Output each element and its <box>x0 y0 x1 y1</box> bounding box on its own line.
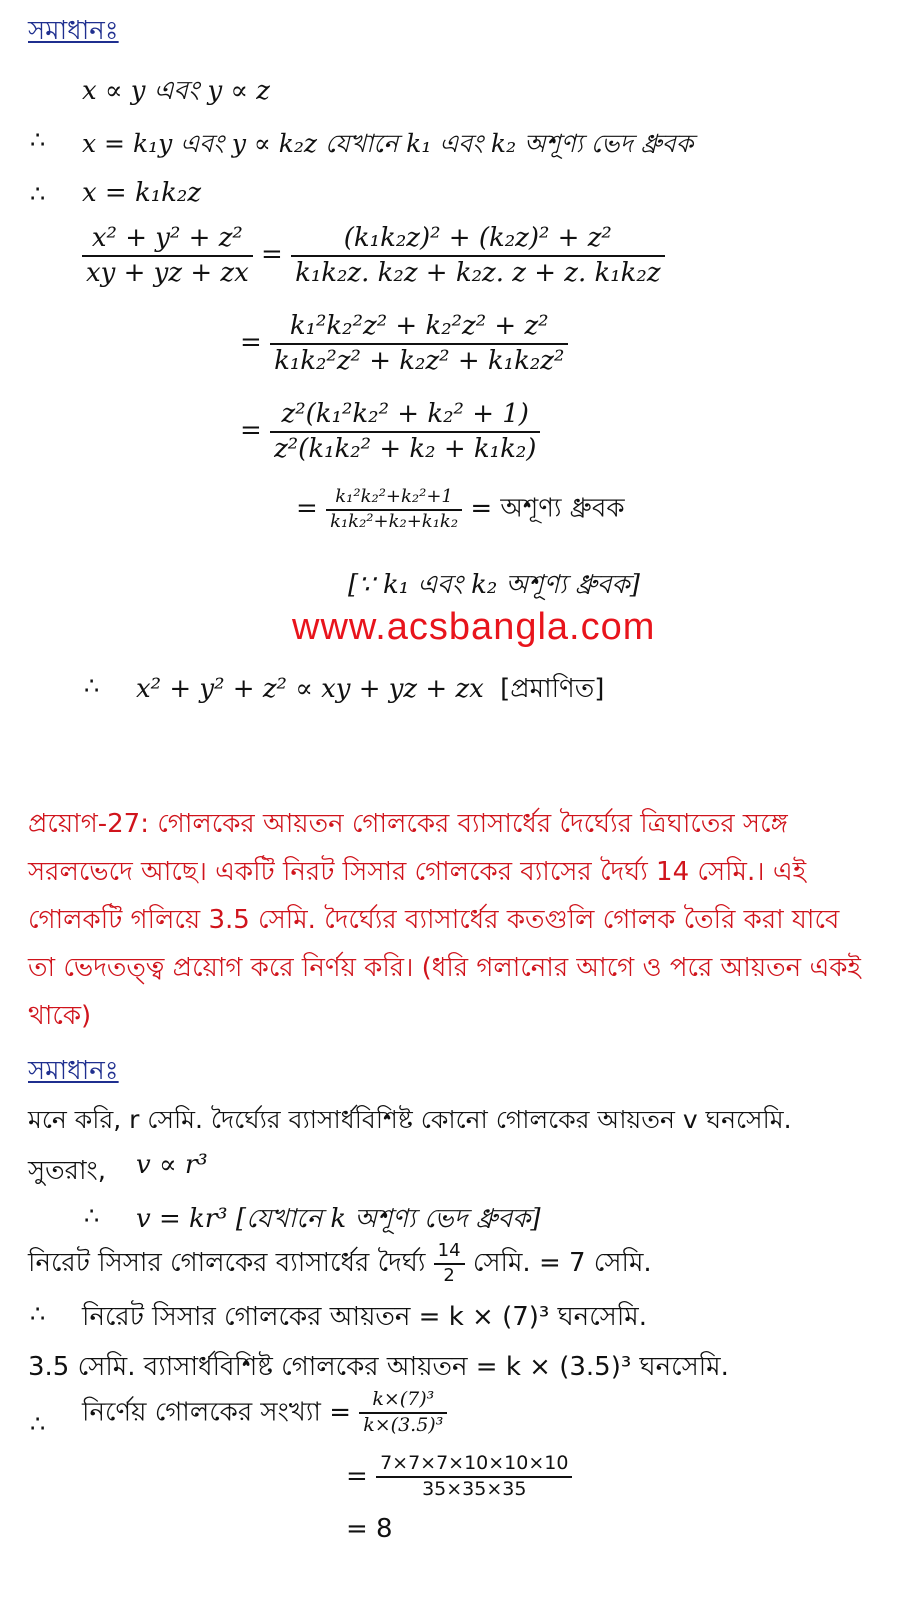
reason-bracket: [∵ k₁ এবং k₂ অশূণ্য ধ্রুবক] <box>348 570 640 600</box>
equals-sign: = <box>240 327 262 358</box>
radius-value: সেমি. = 7 সেমি. <box>472 1248 652 1278</box>
variation-constants-line: x = k₁y এবং y ∝ k₂z যেখানে k₁ এবং k₂ অশূণ্য ভেদ ধ্রুবক <box>82 129 694 158</box>
radius-line <box>28 1240 652 1287</box>
conclusion-line <box>136 668 604 712</box>
numeric-fraction <box>376 1452 572 1502</box>
proportion-given: x ∝ y এবং y ∝ z <box>82 76 270 106</box>
solution-heading-1: সমাধানঃ <box>28 16 119 46</box>
proved-tag: [প্রমাণিত] <box>500 674 605 704</box>
problem-line-1: প্রয়োগ-27: গোলকের আয়তন গোলকের ব্যাসার্ধের দৈর্ঘ্যের ত্রিঘাতের সঙ্গে <box>28 809 788 839</box>
radius-fraction <box>434 1240 465 1287</box>
fraction-2-denominator: k₁k₂²z² + k₂z² + k₁k₂z² <box>274 345 565 376</box>
rhs-fraction <box>291 222 664 289</box>
fraction-2 <box>270 310 568 377</box>
assumption-line: মনে করি, r সেমি. দৈর্ঘ্যের ব্যাসার্ধবিশিষ্ট কোনো গোলকের আয়তন v ঘনসেমি. <box>28 1105 792 1134</box>
equals-sign: = <box>240 415 262 446</box>
equals-sign: = <box>346 1461 368 1492</box>
sphere-count-numerator: k×(7)³ <box>359 1388 447 1414</box>
therefore-symbol: ∴ <box>84 672 100 700</box>
fraction-3-numerator: z²(k₁²k₂² + k₂² + 1) <box>270 398 540 433</box>
sphere-count-label: নির্ণেয় গোলকের সংখ্যা = <box>82 1397 351 1428</box>
small-sphere-volume: 3.5 সেমি. ব্যাসার্ধবিশিষ্ট গোলকের আয়তন = k × (3.5)³ ঘনসেমি. <box>28 1352 729 1382</box>
therefore-symbol: ∴ <box>30 1410 46 1438</box>
therefore-symbol: ∴ <box>84 1202 100 1230</box>
fraction-equation-3 <box>240 398 540 465</box>
sphere-count-step <box>346 1452 572 1502</box>
x-expression: x = k₁k₂z <box>82 178 202 208</box>
radius-label: নিরেট সিসার গোলকের ব্যাসার্ধের দৈর্ঘ্য <box>28 1248 426 1278</box>
volume-proportion: v ∝ r³ <box>136 1150 208 1180</box>
therefore-symbol: ∴ <box>30 1300 46 1328</box>
solution-heading-2: সমাধানঃ <box>28 1056 119 1086</box>
equals-sign: = <box>261 239 283 270</box>
large-sphere-volume: নিরেট সিসার গোলকের আয়তন = k × (7)³ ঘনসেমি. <box>82 1302 647 1332</box>
fraction-3-denominator: z²(k₁k₂² + k₂ + k₁k₂) <box>274 433 537 464</box>
constant-label: = অশূণ্য ধ্রুবক <box>470 493 625 524</box>
therefore-symbol: ∴ <box>30 126 46 154</box>
sphere-count-fraction <box>359 1388 447 1438</box>
lhs-fraction <box>82 222 253 289</box>
conclusion-math: x² + y² + z² ∝ xy + yz + zx <box>136 674 484 704</box>
website-watermark: www.acsbangla.com <box>292 606 656 648</box>
volume-equation: v = kr³ [যেখানে k অশূণ্য ভেদ ধ্রুবক] <box>136 1204 541 1234</box>
sphere-count-denominator: k×(3.5)³ <box>363 1413 444 1436</box>
problem-line-3: গোলকটি গলিয়ে 3.5 সেমি. দৈর্ঘ্যের ব্যাসার্ধের কতগুলি গোলক তৈরি করা যাবে <box>28 905 840 935</box>
fraction-4 <box>326 486 462 533</box>
lhs-denominator: xy + yz + zx <box>86 257 249 288</box>
rhs-denominator: k₁k₂z. k₂z + k₂z. z + z. k₁k₂z <box>295 257 661 288</box>
numeric-numerator: 7×7×7×10×10×10 <box>376 1452 572 1478</box>
rhs-numerator: (k₁k₂z)² + (k₂z)² + z² <box>291 222 664 257</box>
lhs-numerator: x² + y² + z² <box>82 222 253 257</box>
fraction-equation-1 <box>82 222 665 289</box>
therefore-symbol: ∴ <box>30 180 46 208</box>
fraction-3 <box>270 398 540 465</box>
final-answer: = 8 <box>346 1514 393 1544</box>
hence-label: সুতরাং, <box>28 1156 106 1186</box>
equals-sign: = <box>296 493 318 524</box>
radius-numerator: 14 <box>434 1240 465 1265</box>
radius-denominator: 2 <box>443 1264 455 1286</box>
sphere-count-line <box>82 1388 447 1438</box>
problem-line-5: থাকে) <box>28 1001 92 1031</box>
fraction-4-numerator: k₁²k₂²+k₂²+1 <box>326 486 462 511</box>
problem-line-4: তা ভেদতত্ত্ব প্রয়োগ করে নির্ণয় করি। (ধরি গলানোর আগে ও পরে আয়তন একই <box>28 953 861 983</box>
fraction-2-numerator: k₁²k₂²z² + k₂²z² + z² <box>270 310 568 345</box>
fraction-equation-2 <box>240 310 568 377</box>
numeric-denominator: 35×35×35 <box>422 1477 527 1500</box>
fraction-4-denominator: k₁k₂²+k₂+k₁k₂ <box>330 510 459 532</box>
problem-line-2: সরলভেদে আছে। একটি নিরট সিসার গোলকের ব্যাসের দৈর্ঘ্য 14 সেমি.। এই <box>28 857 807 887</box>
fraction-equation-4 <box>296 486 625 533</box>
